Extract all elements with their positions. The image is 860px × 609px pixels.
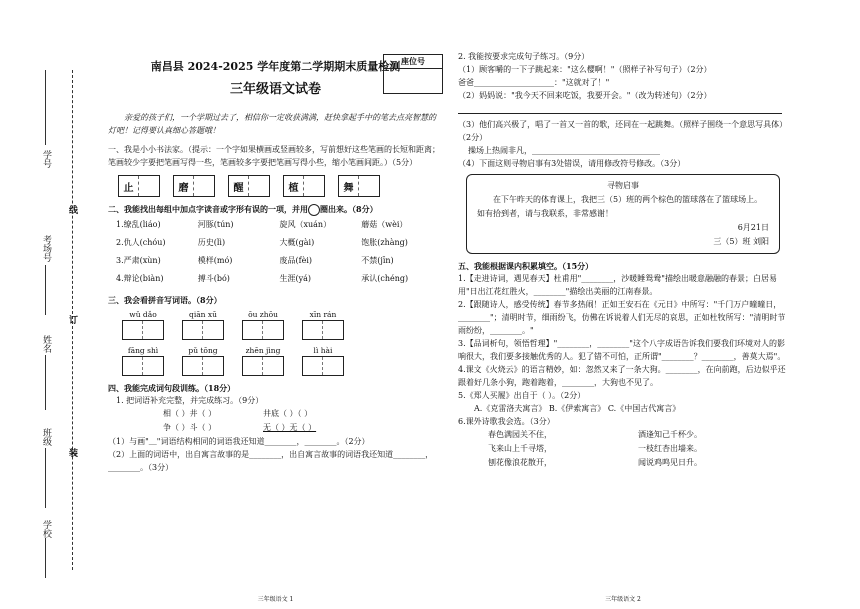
writing-grid[interactable] bbox=[302, 356, 344, 376]
poem-line[interactable]: 一枝红杏出墙来。 bbox=[638, 444, 702, 453]
q4-heading: 四、我能完成词句段训练。（18分） bbox=[108, 383, 236, 393]
poem-match bbox=[488, 428, 788, 470]
p2-s4: （4）下面这则寻物启事有3处错误，请用修改符号修改。（3分） bbox=[458, 159, 686, 168]
writing-grid[interactable] bbox=[122, 320, 164, 340]
seal-mark-pack: 装 bbox=[67, 448, 77, 457]
idiom-blank[interactable]: 井底（ ）（ ） bbox=[263, 409, 313, 418]
char-box[interactable] bbox=[173, 175, 215, 197]
q5-item-6: 6.课外诗歌我会选。（3分） bbox=[458, 417, 555, 426]
exam-no-label: 考场号 bbox=[41, 235, 51, 262]
q4-question-2: （2）上面的词语中，出自寓言故事的是________，出自寓言故事的词语我还知道________，________。（3分） bbox=[108, 450, 434, 472]
q2-heading bbox=[108, 203, 443, 216]
exam-subtitle: 三年级语文试卷 bbox=[229, 82, 321, 97]
q2-options bbox=[116, 216, 443, 288]
exam-page-2 bbox=[458, 50, 788, 605]
notice-sign: 三（5）班 刘阳 bbox=[713, 237, 769, 246]
pinyin-text: wǔ dǎo bbox=[129, 310, 157, 319]
option-item[interactable]: 历史(lì) bbox=[197, 238, 226, 247]
poem-line[interactable]: 酒逢知己千杯少。 bbox=[638, 430, 702, 439]
q3-row-1 bbox=[122, 310, 443, 340]
seal-mark-line: 线 bbox=[67, 205, 77, 214]
q1-text: 一、我是小小书法家。（提示：一个字如果横画或竖画较多，写前想好这些笔画的长短和距离；笔画较少字要把笔画写得一些，笔画较多字要把笔画写得小些，缩小笔画间距。）（5分） bbox=[108, 145, 440, 167]
q5-item-5-options[interactable]: A.《克雷洛夫寓言》 B.《伊索寓言》 C.《中国古代寓言》 bbox=[474, 404, 681, 413]
class-label: 班级 bbox=[41, 428, 51, 446]
pinyin-text: zhēn jìng bbox=[245, 346, 281, 355]
writing-grid[interactable] bbox=[182, 320, 224, 340]
option-item[interactable]: 2.仇人(chóu) bbox=[116, 238, 166, 247]
name-label: 姓名 bbox=[41, 335, 51, 353]
option-item[interactable]: 河豚(tún) bbox=[197, 220, 234, 229]
pinyin-text: ōu zhōu bbox=[248, 310, 278, 319]
option-item[interactable]: 4.辩论(biàn) bbox=[116, 274, 164, 283]
option-item[interactable]: 生涯(yá) bbox=[279, 274, 312, 283]
p2-s1b[interactable]: 爸爸____________________："这就对了！" bbox=[458, 78, 610, 87]
q2-text-after: 圈出来。（8分） bbox=[320, 204, 378, 214]
intro-text: 亲爱的孩子们，一个学期过去了，相信你一定收获满满，赶快拿起手中的笔去点亮智慧的灯吧！记得要认真细心答题哦！ bbox=[108, 113, 436, 135]
student-id-label: 学号 bbox=[41, 150, 51, 168]
name-blank[interactable] bbox=[45, 355, 46, 410]
q5-item-5: 5.《郑人买履》出自于（ ）。（2分） bbox=[458, 391, 586, 400]
p2-s1: （1）顾客嚼的一下子跳起来："这么樱啊！"（照样子补写句子）（2分） bbox=[458, 65, 712, 74]
writing-grid[interactable] bbox=[242, 356, 284, 376]
class-blank[interactable] bbox=[45, 448, 46, 508]
q3-heading: 三、我会看拼音写词语。（8分） bbox=[108, 295, 222, 305]
option-item[interactable]: 搏斗(bó) bbox=[197, 274, 230, 283]
notice-body: 在下午昨天的体育课上，我把三（5）班的两个棕色的篮球落在了篮球场上。如有拾到者，请与我联系，非常感谢！ bbox=[477, 195, 763, 218]
q5-item-4: 4.课文《火烧云》的语言精妙，如：忽然又来了一条大狗。________，在向前跑，后边似乎还跟着好几条小狗，跑着跑着，________，大狗也不见了。 bbox=[458, 365, 786, 387]
option-item[interactable]: 3.严肃(xùn) bbox=[116, 256, 161, 265]
writing-grid[interactable] bbox=[302, 320, 344, 340]
p2-s2: （2）妈妈说："我今天不回来吃饭，我要开会。"（改为转述句）（2分） bbox=[458, 91, 712, 100]
char-sample: 磨 bbox=[174, 176, 194, 196]
q4-question-1: （1）与画"＿"词语结构相同的词语我还知道________，________。（2分） bbox=[108, 437, 370, 446]
q5-heading: 五、我能根据课内积累填空。（15分） bbox=[458, 261, 594, 271]
q5-item-2: 2.【跟随诗人，感受传统】春节多热闹！正如王安石在《元日》中所写："千门万户曈曈日，________"；清明时节，细雨纷飞，仿佛在诉说着人们无尽的哀思，正如杜牧所写："清明时节雨纷纷，________。" bbox=[458, 300, 786, 335]
writing-grid[interactable] bbox=[122, 356, 164, 376]
idiom-blank[interactable]: 争（ ）斗（ ） bbox=[163, 423, 217, 432]
char-sample: 植 bbox=[284, 176, 304, 196]
pinyin-text: pǔ tōng bbox=[188, 346, 218, 355]
option-item[interactable]: 模样(mó) bbox=[197, 256, 233, 265]
circle-icon bbox=[308, 204, 320, 216]
idiom-blank-underlined[interactable]: 无（ ）无（ ） bbox=[263, 423, 317, 432]
school-label: 学校 bbox=[41, 520, 51, 538]
school-blank[interactable] bbox=[45, 538, 46, 578]
option-item[interactable]: 蘑菇（wèi） bbox=[361, 220, 408, 229]
exam-page-1 bbox=[108, 50, 443, 605]
pinyin-text: lì hài bbox=[313, 346, 333, 355]
student-id-blank[interactable] bbox=[45, 70, 46, 145]
q2-text: 二、我能找出每组中加点字读音或字形有误的一项，并用 bbox=[108, 204, 308, 214]
char-box[interactable] bbox=[118, 175, 160, 197]
poem-line[interactable]: 闻说鸡鸣见日升。 bbox=[638, 458, 702, 467]
pinyin-text: qiān xū bbox=[189, 310, 217, 319]
notice-date: 6月21日 bbox=[737, 223, 769, 232]
page-footer: 三年级语文 1 bbox=[257, 596, 294, 603]
char-box[interactable] bbox=[283, 175, 325, 197]
option-item[interactable]: 1.缭乱(liáo) bbox=[116, 220, 161, 229]
option-item[interactable]: 承认(chéng) bbox=[361, 274, 409, 283]
char-sample: 醒 bbox=[229, 176, 249, 196]
pinyin-text: fāng shì bbox=[127, 346, 159, 355]
pinyin-text: xīn rán bbox=[309, 310, 337, 319]
option-item[interactable]: 大概(gài) bbox=[279, 238, 315, 247]
q3-row-2 bbox=[122, 346, 443, 376]
seat-number-box[interactable] bbox=[383, 54, 443, 94]
exam-title: 南昌县 2024-2025 学年度第二学期期末质量检测 bbox=[150, 60, 401, 73]
p2-sub2: 2. 我能按要求完成句子练习。（9分） bbox=[458, 52, 590, 61]
option-item[interactable]: 废品(fèi) bbox=[279, 256, 312, 265]
poem-line[interactable]: 春色满园关不住， bbox=[488, 430, 552, 439]
char-sample: 止 bbox=[119, 176, 139, 196]
option-item[interactable]: 饱胀(zhàng) bbox=[361, 238, 408, 247]
q5-item-1: 1.【走进诗词，遇见春天】杜甫用"________，沙暖睡鸳鸯"描绘出暖意融融的春景；白居易用"日出江花红胜火，________"描绘出美丽的江南春景。 bbox=[458, 274, 777, 296]
q5-item-3: 3.【品词析句，领悟哲理】"________，________"这个八字成语告诉我们要我们环境对人的影响很大，我们要多接触优秀的人。犯了错不可怕，正所谓"________？________，善莫大焉"。 bbox=[458, 339, 786, 361]
p2-s3: （3）他们高兴极了，唱了一首又一首的歌，还同在一起跳舞。（照样子围绕一个意思写具体）（2分） bbox=[458, 120, 788, 142]
lost-notice bbox=[466, 174, 780, 254]
char-sample: 舞 bbox=[339, 176, 359, 196]
char-box[interactable] bbox=[338, 175, 380, 197]
q1-char-boxes bbox=[118, 175, 443, 197]
seat-number-label: 座位号 bbox=[384, 55, 442, 69]
writing-grid[interactable] bbox=[242, 320, 284, 340]
p2-s3b[interactable]: 操场上热闹非凡，________________________________ bbox=[468, 146, 660, 155]
exam-no-blank[interactable] bbox=[45, 265, 46, 315]
page-footer: 三年级语文 2 bbox=[605, 596, 641, 603]
poem-line[interactable]: 飞来山上千寻塔， bbox=[488, 444, 552, 453]
char-box[interactable] bbox=[228, 175, 270, 197]
poem-line[interactable]: 刨花像浪花散开， bbox=[488, 458, 552, 467]
binding-margin bbox=[0, 0, 80, 609]
idiom-blank[interactable]: 相（ ）井（ ） bbox=[163, 409, 217, 418]
seal-mark-bind: 订 bbox=[67, 315, 77, 324]
writing-grid[interactable] bbox=[182, 356, 224, 376]
answer-line[interactable] bbox=[458, 102, 782, 114]
option-item[interactable]: 不禁(jīn) bbox=[361, 256, 394, 265]
q4-sub1: 1. 把词语补充完整，并完成练习。（9分） bbox=[116, 396, 264, 405]
option-item[interactable]: 旋风（xuán） bbox=[279, 220, 332, 229]
q4-idioms bbox=[163, 407, 443, 435]
notice-title: 寻物启事 bbox=[607, 181, 639, 190]
